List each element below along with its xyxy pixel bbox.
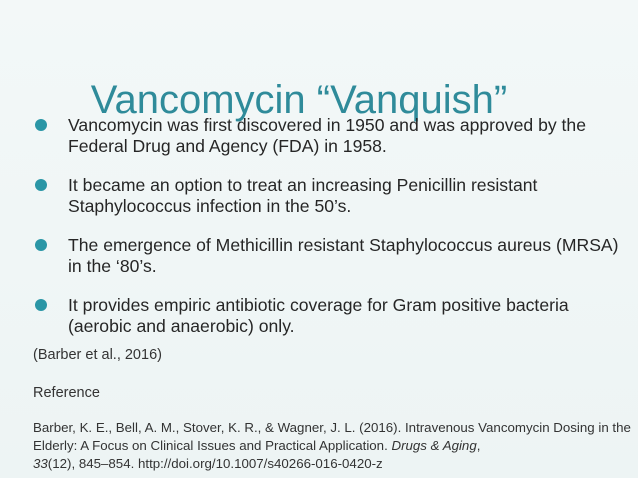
reference-volume: 33 <box>33 456 48 471</box>
reference-entry: Barber, K. E., Bell, A. M., Stover, K. R., & Wagner, J. L. (2016). Intravenous Vancomycin Dosing in the Elderly: A Focus on Clinical Issues and Practical Application. Drugs & Aging, 33(12), 845–854. http://doi.org/10.1007/s40266-016-0420-z <box>33 420 631 471</box>
bullet-dot-icon <box>35 119 47 131</box>
reference-issue-pages-doi: (12), 845–854. http://doi.org/10.1007/s40266-016-0420-z <box>47 456 383 471</box>
reference-authors-title: Barber, K. E., Bell, A. M., Stover, K. R., & Wagner, J. L. (2016). Intravenous Vancomycin Dosing in the Elderly: A Focus on Clinical Issues and Practical Application. <box>33 420 631 453</box>
bullet-item <box>33 175 623 217</box>
bullet-item <box>33 115 623 157</box>
bullet-dot-icon <box>35 299 47 311</box>
reference-heading: Reference <box>33 385 100 401</box>
bullet-dot-icon <box>35 239 47 251</box>
bullet-item <box>33 295 623 337</box>
bullet-text: It provides empiric antibiotic coverage for Gram positive bacteria (aerobic and anaerobic) only. <box>68 295 569 336</box>
bullet-dot-icon <box>35 179 47 191</box>
slide-title: Vancomycin “Vanquish” <box>90 77 508 122</box>
in-text-citation: (Barber et al., 2016) <box>33 347 162 363</box>
bullet-text: It became an option to treat an increasing Penicillin resistant Staphylococcus infection in the 50’s. <box>68 175 538 216</box>
reference-journal: Drugs & Aging <box>391 438 477 453</box>
bullet-text: Vancomycin was first discovered in 1950 and was approved by the Federal Drug and Agency (FDA) in 1958. <box>68 115 586 156</box>
bullet-list <box>33 115 623 355</box>
bullet-text: The emergence of Methicillin resistant Staphylococcus aureus (MRSA) in the ‘80’s. <box>68 235 619 276</box>
bullet-item <box>33 235 623 277</box>
